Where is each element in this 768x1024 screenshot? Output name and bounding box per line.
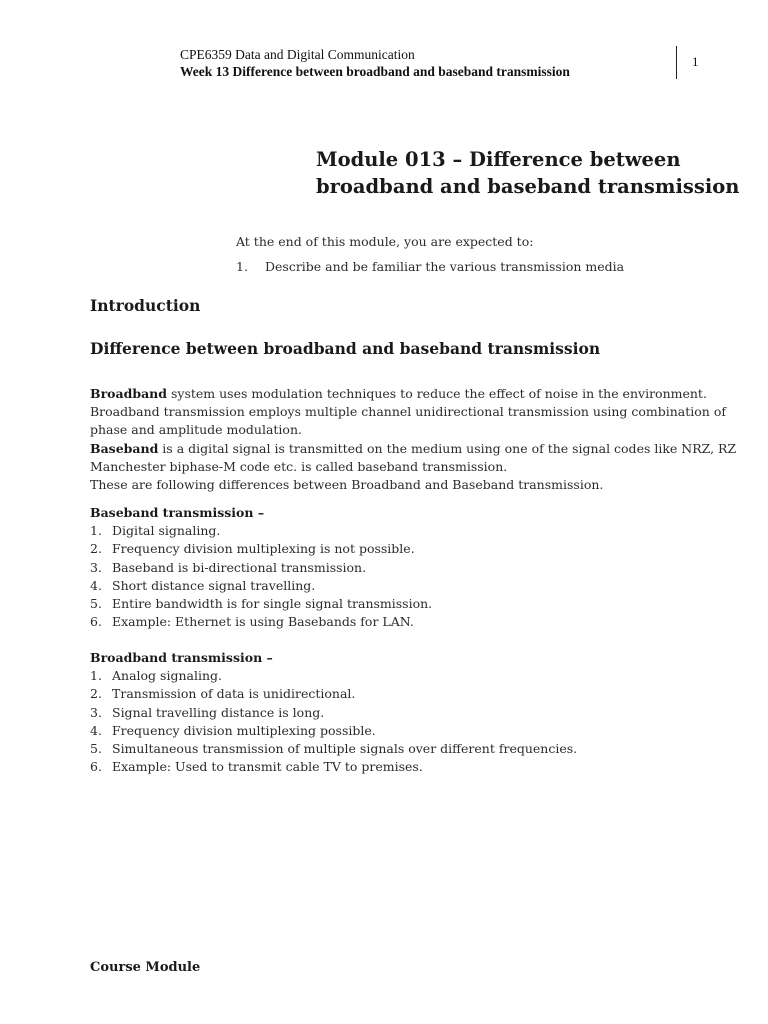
week-title: Week 13 Difference between broadband and baseband transmission [180, 64, 570, 79]
list-item: 5. Entire bandwidth is for single signal transmission. [90, 596, 433, 612]
baseband-list-heading: Baseband transmission – [90, 505, 265, 520]
broadband-term: Broadband [90, 386, 167, 401]
page-header [180, 46, 570, 80]
baseband-list [90, 504, 740, 631]
objective-item [236, 258, 624, 276]
course-title: CPE6359 Data and Digital Communication [180, 47, 415, 62]
broadband-paragraph [90, 385, 740, 440]
broadband-description: system uses modulation techniques to reduce the effect of noise in the environment. Broadband transmission employs multiple channel unidirectional transmission using combination of phase and amplitude modulation. [90, 386, 726, 438]
broadband-list-heading: Broadband transmission – [90, 650, 273, 665]
list-item: 1. Digital signaling. [90, 523, 221, 539]
objectives-intro: At the end of this module, you are expected to: [236, 234, 534, 249]
header-divider [676, 46, 677, 79]
objective-text: Describe and be familiar the various transmission media [265, 259, 625, 274]
page-number: 1 [692, 54, 699, 69]
objective-number: 1. [236, 259, 248, 274]
list-item: 6. Example: Ethernet is using Basebands for LAN. [90, 614, 414, 630]
list-item: 1. Analog signaling. [90, 668, 222, 684]
list-item: 5. Simultaneous transmission of multiple signals over different frequencies. [90, 741, 578, 757]
baseband-paragraph [90, 440, 740, 476]
introduction-heading: Introduction [90, 296, 201, 315]
learning-objectives [236, 233, 624, 276]
list-item: 4. Frequency division multiplexing possible. [90, 722, 376, 738]
list-item: 4. Short distance signal travelling. [90, 577, 316, 593]
list-item: 6. Example: Used to transmit cable TV to premises. [90, 759, 423, 775]
list-item: 2. Frequency division multiplexing is not possible. [90, 541, 415, 557]
list-item: 2. Transmission of data is unidirectional. [90, 686, 356, 702]
baseband-term: Baseband [90, 440, 159, 456]
body-text [90, 385, 740, 494]
differences-paragraph: These are following differences between Broadband and Baseband transmission. [90, 477, 604, 493]
page-footer: Course Module [90, 960, 201, 975]
module-title: Module 013 – Difference between broadband and baseband transmission [316, 148, 740, 198]
baseband-description: is a digital signal is transmitted on the medium using one of the signal codes like NRZ, RZ Manchester biphase-M code etc. is called baseband transmission. [90, 440, 737, 474]
list-item: 3. Baseband is bi-directional transmission. [90, 559, 367, 575]
broadband-list [90, 649, 740, 776]
list-item: 3. Signal travelling distance is long. [90, 704, 325, 720]
section-heading: Difference between broadband and baseband transmission [90, 339, 601, 358]
